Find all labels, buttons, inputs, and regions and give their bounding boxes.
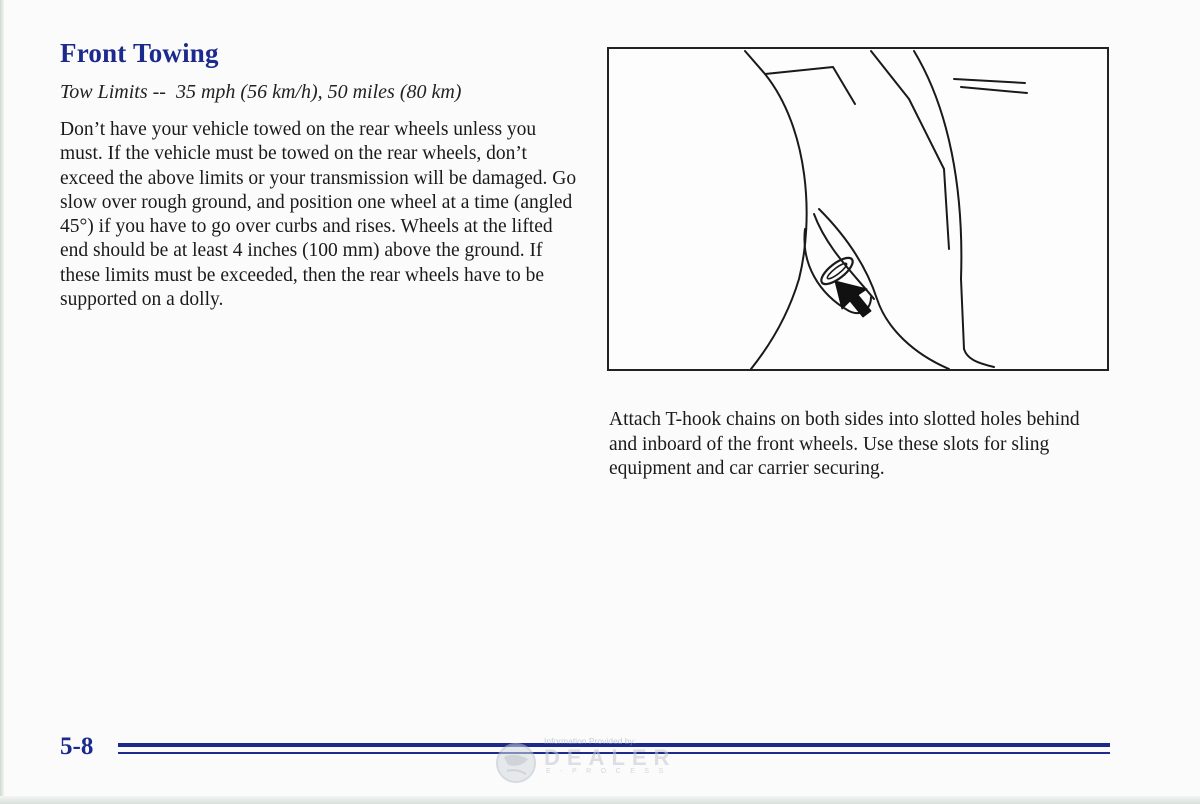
page-number: 5-8	[60, 733, 94, 760]
panel-line-lower	[961, 87, 1027, 93]
section-title: Front Towing	[60, 38, 219, 68]
figure-caption: Attach T-hook chains on both sides into slotted holes behind and inboard of the front wheels. Use these slots for sling equipment and car carrier securing.	[609, 409, 1080, 479]
page-edge-bottom	[0, 796, 1200, 804]
dealer-watermark	[494, 735, 704, 785]
frame-rail-outer	[914, 51, 964, 349]
tow-limits-subtitle: Tow Limits -- 35 mph (56 km/h), 50 miles (80 km)	[60, 81, 462, 103]
towing-illustration	[607, 47, 1109, 371]
body-edge-line	[745, 51, 855, 104]
undercarriage-drawing	[609, 49, 1107, 369]
watermark-globe-icon	[494, 741, 538, 785]
panel-line-upper	[954, 79, 1025, 83]
towing-instructions: Don’t have your vehicle towed on the rear wheels unless you must. If the vehicle must be towed on the rear wheels, don’t exceed the above limits or your transmission will be damaged. Go slow over rough ground, and position one wheel at a time (angled 45°) if you have to go over curbs and rises. Wheels at the lifted end should be at least 4 inches (100 mm) above the ground. If these limits must be exceeded, then the rear wheels have to be supported on a dolly.	[60, 119, 577, 311]
rail-end	[964, 349, 994, 367]
watermark-provided-by: Information Provided by:	[544, 736, 637, 746]
watermark-brand: DEALER	[544, 745, 677, 770]
frame-rail-inner	[871, 51, 949, 249]
wheel-well-curve	[751, 74, 807, 369]
page-edge-left	[0, 0, 4, 804]
watermark-subtitle: E-PROCESS	[546, 768, 673, 775]
